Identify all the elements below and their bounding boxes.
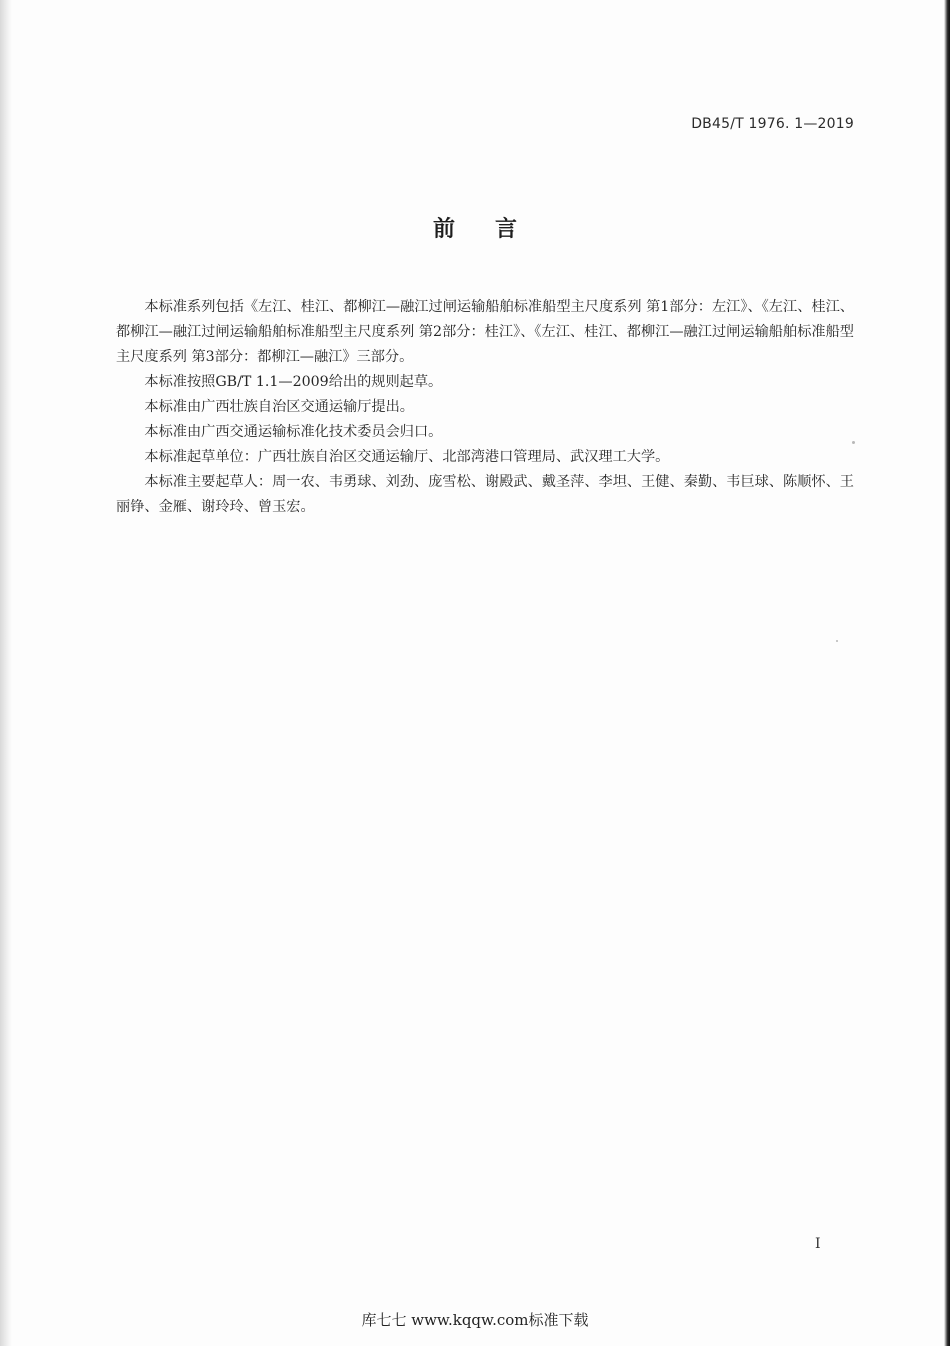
paragraph-rules: 本标准按照GB/T 1.1—2009给出的规则起草。 <box>144 374 443 390</box>
paragraph-committee: 本标准由广西交通运输标准化技术委员会归口。 <box>144 424 443 440</box>
scan-right-edge <box>944 0 950 1346</box>
paragraph-proposer: 本标准由广西壮族自治区交通运输厅提出。 <box>144 399 414 415</box>
foreword-body <box>116 295 854 520</box>
scan-left-edge <box>0 0 12 1346</box>
paragraph-drafters: 本标准主要起草人：周一农、韦勇球、刘劲、庞雪松、谢殿武、戴圣萍、李坦、王健、秦勤、韦巨球、陈顺怀、王丽铮、金雁、谢玲玲、曾玉宏。 <box>116 474 854 515</box>
page-title: 前言 <box>432 217 557 242</box>
scan-speck <box>852 441 855 444</box>
scan-speck <box>836 640 838 642</box>
paragraph-series: 本标准系列包括《左江、桂江、都柳江—融江过闸运输船舶标准船型主尺度系列 第1部分：左江》、《左江、桂江、都柳江—融江过闸运输船舶标准船型主尺度系列 第2部分：桂江》、《左江、桂江、都柳江—融江过闸运输船舶标准船型主尺度系列 第3部分：都柳江—融江》三部分。 <box>116 299 854 365</box>
document-code: DB45/T 1976. 1—2019 <box>691 116 854 132</box>
paragraph-drafting-units: 本标准起草单位：广西壮族自治区交通运输厅、北部湾港口管理局、武汉理工大学。 <box>144 449 670 465</box>
footer-watermark[interactable]: 库七七 www.kqqw.com标准下载 <box>361 1311 589 1329</box>
page-number: I <box>815 1236 821 1252</box>
